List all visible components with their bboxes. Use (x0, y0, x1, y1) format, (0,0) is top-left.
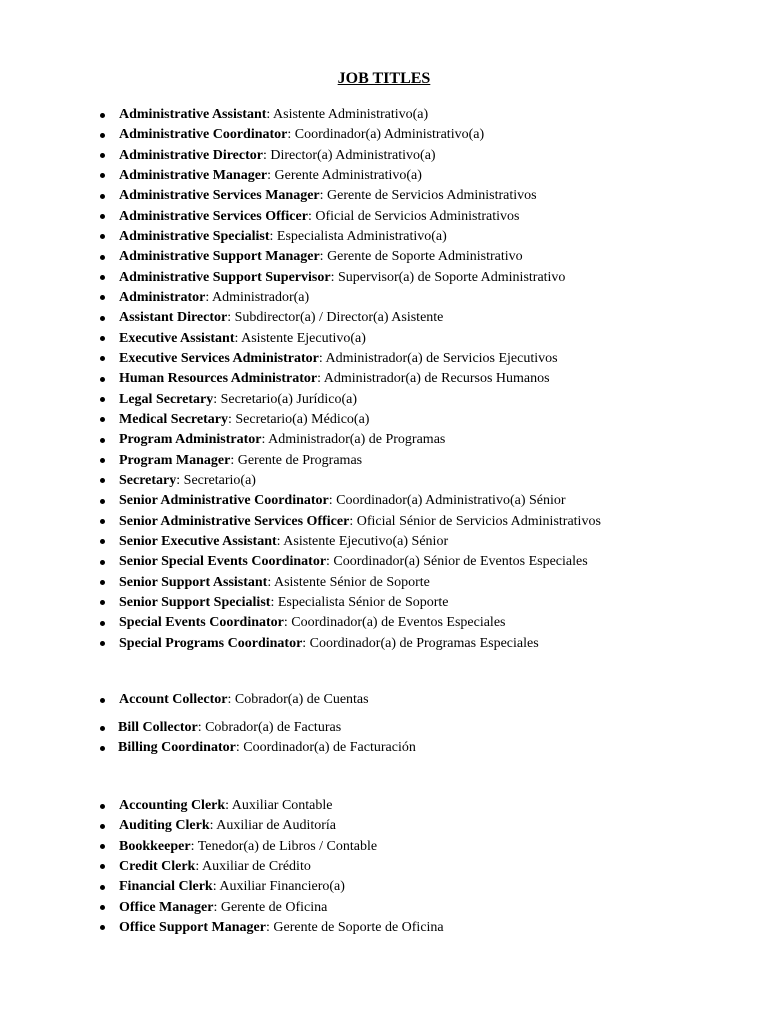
list-item: Bill Collector: Cobrador(a) de Facturas (100, 718, 416, 738)
job-title-english: Office Support Manager (119, 919, 266, 935)
job-title-english: Administrative Specialist (119, 228, 270, 244)
bullet-icon (100, 600, 105, 605)
list-item: Program Manager: Gerente de Programas (100, 451, 601, 471)
bullet-icon (100, 234, 105, 239)
bullet-icon (100, 519, 105, 524)
bullet-icon (100, 275, 105, 280)
job-title-spanish: Administrador(a) de Recursos Humanos (323, 371, 550, 387)
list-item: Program Administrator: Administrador(a) de Programas (100, 430, 601, 450)
list-item: Administrator: Administrador(a) (100, 288, 601, 308)
job-title-list-accounting (100, 796, 444, 938)
job-title-english: Billing Coordinator (118, 740, 236, 756)
job-title-english: Program Administrator (119, 432, 262, 448)
job-title-english: Secretary (119, 472, 177, 488)
job-title-english: Accounting Clerk (119, 798, 226, 813)
bullet-icon (100, 397, 105, 402)
job-title-english: Senior Support Specialist (119, 594, 271, 610)
bullet-icon (100, 255, 105, 260)
job-title-english: Medical Secretary (119, 411, 228, 427)
job-title-english: Program Manager (119, 452, 231, 468)
list-item: Administrative Services Officer: Oficial de Servicios Administrativos (100, 207, 601, 227)
bullet-icon (100, 824, 105, 829)
job-title-english: Assistant Director (119, 310, 228, 326)
job-title-english: Administrative Manager (119, 167, 268, 183)
bullet-icon (100, 925, 105, 930)
bullet-icon (100, 173, 105, 178)
job-title-english: Credit Clerk (119, 858, 196, 874)
job-title-spanish: Secretario(a) (183, 472, 256, 488)
job-title-list-administrative (100, 105, 601, 654)
job-title-english: Executive Assistant (119, 330, 235, 346)
bullet-icon (100, 804, 105, 809)
job-title-spanish: Cobrador(a) de Facturas (205, 720, 342, 735)
list-item: Administrative Assistant: Asistente Administrativo(a) (100, 105, 601, 125)
list-item: Accounting Clerk: Auxiliar Contable (100, 796, 444, 816)
bullet-icon (100, 621, 105, 626)
list-item: Office Support Manager: Gerente de Soporte de Oficina (100, 918, 444, 938)
bullet-icon (100, 478, 105, 483)
job-title-english: Senior Administrative Services Officer (119, 513, 350, 529)
list-item: Senior Support Assistant: Asistente Sénior de Soporte (100, 573, 601, 593)
job-title-english: Senior Administrative Coordinator (119, 493, 329, 509)
job-title-spanish: Asistente Ejecutivo(a) (241, 330, 366, 346)
list-item: Legal Secretary: Secretario(a) Jurídico(a) (100, 390, 601, 410)
job-title-spanish: Coordinador(a) de Programas Especiales (309, 635, 539, 651)
list-item: Administrative Services Manager: Gerente de Servicios Administrativos (100, 186, 601, 206)
list-item: Bookkeeper: Tenedor(a) de Libros / Contable (100, 837, 444, 857)
job-title-spanish: Gerente de Programas (237, 452, 363, 468)
bullet-icon (100, 641, 105, 646)
job-title-spanish: Asistente Sénior de Soporte (273, 574, 430, 590)
job-title-spanish: Gerente de Oficina (220, 899, 328, 915)
bullet-icon (100, 499, 105, 504)
job-title-list-billing (100, 718, 416, 759)
list-item: Human Resources Administrator: Administrador(a) de Recursos Humanos (100, 369, 601, 389)
job-title-english: Senior Executive Assistant (119, 533, 277, 549)
list-item: Office Manager: Gerente de Oficina (100, 898, 444, 918)
list-item: Administrative Director: Director(a) Administrativo(a) (100, 146, 601, 166)
job-title-english: Administrative Services Manager (119, 188, 320, 204)
bullet-icon (100, 438, 105, 443)
list-item: Billing Coordinator: Coordinador(a) de Facturación (100, 738, 416, 758)
job-title-spanish: Coordinador(a) de Facturación (243, 740, 416, 756)
job-title-english: Executive Services Administrator (119, 350, 319, 366)
job-title-spanish: Asistente Ejecutivo(a) Sénior (283, 533, 449, 549)
list-item: Account Collector: Cobrador(a) de Cuentas (100, 690, 369, 710)
job-title-spanish: Especialista Administrativo(a) (276, 228, 447, 244)
list-item: Medical Secretary: Secretario(a) Médico(a) (100, 410, 601, 430)
bullet-icon (100, 214, 105, 219)
job-title-english: Special Programs Coordinator (119, 635, 303, 651)
list-item: Executive Services Administrator: Administrador(a) de Servicios Ejecutivos (100, 349, 601, 369)
job-title-english: Special Events Coordinator (119, 615, 284, 631)
bullet-icon (100, 885, 105, 890)
job-title-spanish: Tenedor(a) de Libros / Contable (197, 838, 378, 854)
job-title-spanish: Secretario(a) Médico(a) (235, 411, 370, 427)
bullet-icon (100, 539, 105, 544)
job-title-spanish: Administrador(a) de Servicios Ejecutivos (325, 350, 558, 366)
job-title-spanish: Supervisor(a) de Soporte Administrativo (337, 269, 566, 285)
job-title-spanish: Gerente de Soporte Administrativo (327, 249, 523, 265)
job-title-english: Bookkeeper (119, 838, 191, 854)
list-item: Administrative Support Supervisor: Supervisor(a) de Soporte Administrativo (100, 268, 601, 288)
job-title-spanish: Especialista Sénior de Soporte (277, 594, 449, 610)
job-title-spanish: Auxiliar Contable (231, 798, 333, 813)
bullet-icon (100, 377, 105, 382)
list-item: Financial Clerk: Auxiliar Financiero(a) (100, 877, 444, 897)
job-title-english: Administrative Director (119, 147, 263, 163)
job-title-spanish: Gerente de Servicios Administrativos (327, 188, 537, 204)
bullet-icon (100, 336, 105, 341)
bullet-icon (100, 746, 105, 751)
list-item: Administrative Specialist: Especialista Administrativo(a) (100, 227, 601, 247)
list-item: Senior Administrative Coordinator: Coordinador(a) Administrativo(a) Sénior (100, 491, 601, 511)
bullet-icon (100, 905, 105, 910)
job-title-english: Account Collector (119, 692, 228, 707)
list-item: Secretary: Secretario(a) (100, 471, 601, 491)
bullet-icon (100, 316, 105, 321)
bullet-icon (100, 417, 105, 422)
job-title-spanish: Coordinador(a) Administrativo(a) (294, 127, 485, 143)
job-title-spanish: Coordinador(a) Administrativo(a) Sénior (336, 493, 566, 509)
job-title-english: Senior Special Events Coordinator (119, 554, 327, 570)
job-title-spanish: Administrador(a) de Programas (268, 432, 446, 448)
job-title-spanish: Cobrador(a) de Cuentas (234, 692, 369, 707)
job-title-english: Administrative Support Supervisor (119, 269, 331, 285)
job-title-spanish: Oficial Sénior de Servicios Administrativos (356, 513, 601, 529)
job-title-english: Administrator (119, 289, 206, 305)
bullet-icon (100, 295, 105, 300)
job-title-spanish: Coordinador(a) de Eventos Especiales (291, 615, 506, 631)
job-title-spanish: Administrador(a) (211, 289, 310, 305)
job-title-spanish: Auxiliar de Crédito (201, 858, 311, 874)
list-item: Senior Special Events Coordinator: Coordinador(a) Sénior de Eventos Especiales (100, 552, 601, 572)
bullet-icon (100, 113, 105, 118)
list-item: Administrative Manager: Gerente Administrativo(a) (100, 166, 601, 186)
job-title-spanish: Auxiliar de Auditoría (216, 818, 337, 834)
job-title-english: Financial Clerk (119, 879, 213, 895)
bullet-icon (100, 194, 105, 199)
list-item: Special Programs Coordinator: Coordinador(a) de Programas Especiales (100, 634, 601, 654)
list-item: Senior Executive Assistant: Asistente Ejecutivo(a) Sénior (100, 532, 601, 552)
list-item: Auditing Clerk: Auxiliar de Auditoría (100, 816, 444, 836)
job-title-english: Human Resources Administrator (119, 371, 318, 387)
job-title-english: Administrative Coordinator (119, 127, 288, 143)
list-item: Senior Support Specialist: Especialista Sénior de Soporte (100, 593, 601, 613)
job-title-list-collections (100, 690, 369, 710)
list-item: Executive Assistant: Asistente Ejecutivo(a) (100, 329, 601, 349)
list-item: Assistant Director: Subdirector(a) / Director(a) Asistente (100, 308, 601, 328)
page-title: JOB TITLES (337, 70, 431, 87)
list-item: Senior Administrative Services Officer: Oficial Sénior de Servicios Administrativos (100, 512, 601, 532)
job-title-english: Administrative Support Manager (119, 249, 320, 265)
list-item: Credit Clerk: Auxiliar de Crédito (100, 857, 444, 877)
job-title-spanish: Asistente Administrativo(a) (273, 107, 429, 122)
job-title-spanish: Gerente Administrativo(a) (274, 167, 422, 183)
list-item: Administrative Support Manager: Gerente de Soporte Administrativo (100, 247, 601, 267)
bullet-icon (100, 864, 105, 869)
job-title-spanish: Coordinador(a) Sénior de Eventos Especiales (333, 554, 588, 570)
job-title-spanish: Subdirector(a) / Director(a) Asistente (234, 310, 444, 326)
job-title-spanish: Oficial de Servicios Administrativos (315, 208, 520, 224)
bullet-icon (100, 844, 105, 849)
job-title-spanish: Gerente de Soporte de Oficina (273, 919, 444, 935)
job-title-english: Bill Collector (118, 720, 198, 735)
bullet-icon (100, 133, 105, 138)
job-title-spanish: Auxiliar Financiero(a) (219, 879, 345, 895)
bullet-icon (100, 153, 105, 158)
list-item: Administrative Coordinator: Coordinador(a) Administrativo(a) (100, 125, 601, 145)
job-title-english: Senior Support Assistant (119, 574, 268, 590)
bullet-icon (100, 458, 105, 463)
bullet-icon (100, 726, 105, 731)
job-title-spanish: Secretario(a) Jurídico(a) (220, 391, 358, 407)
job-title-english: Legal Secretary (119, 391, 214, 407)
bullet-icon (100, 580, 105, 585)
job-title-english: Administrative Services Officer (119, 208, 308, 224)
job-title-english: Office Manager (119, 899, 214, 915)
bullet-icon (100, 560, 105, 565)
job-title-english: Auditing Clerk (119, 818, 210, 834)
list-item: Special Events Coordinator: Coordinador(a) de Eventos Especiales (100, 613, 601, 633)
bullet-icon (100, 698, 105, 703)
bullet-icon (100, 356, 105, 361)
job-title-spanish: Director(a) Administrativo(a) (270, 147, 436, 163)
job-title-english: Administrative Assistant (119, 107, 267, 122)
